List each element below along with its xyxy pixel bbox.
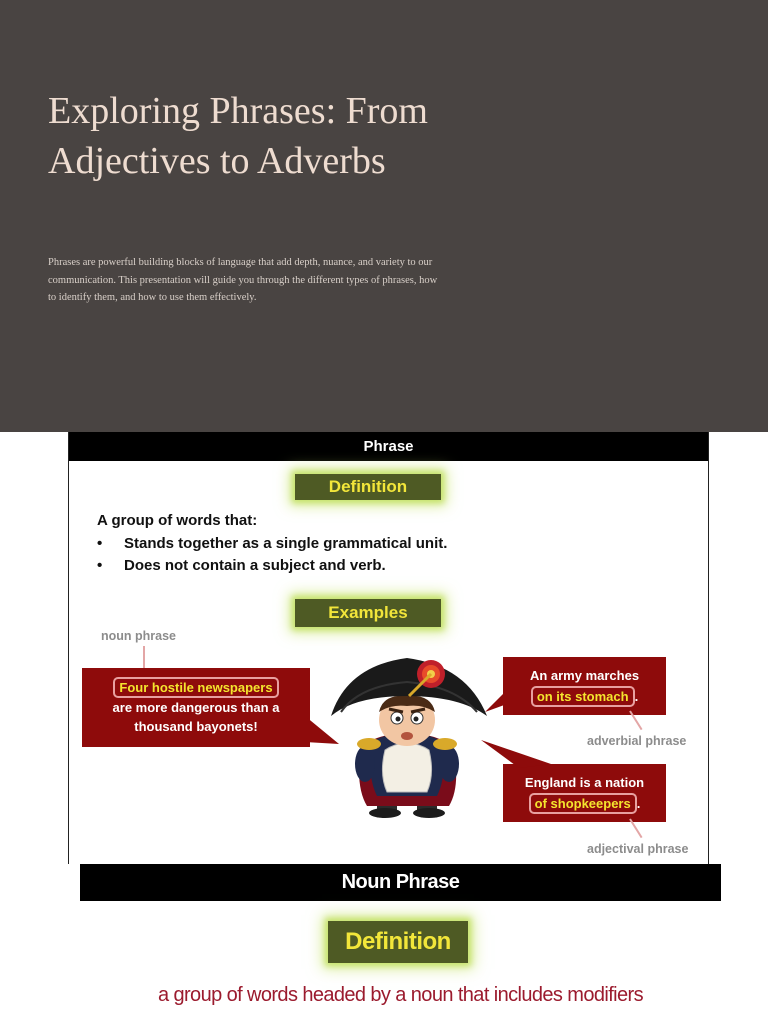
adverbial-callout xyxy=(503,657,666,715)
noun-example-line1: are more dangerous than a xyxy=(112,700,280,715)
title-slide xyxy=(0,0,768,432)
noun-phrase-callout xyxy=(82,668,310,747)
noun-phrase-highlight: Four hostile newspapers xyxy=(113,677,278,698)
noun-definition-text: a group of words headed by a noun that includes modifiers xyxy=(157,984,644,1006)
definition-lead: A group of words that: xyxy=(97,512,258,529)
examples-label: Examples xyxy=(295,599,441,627)
bullet-item xyxy=(97,555,447,577)
adjectival-phrase-tag: adjectival phrase xyxy=(587,842,689,856)
bullet-text: Does not contain a subject and verb. xyxy=(124,557,386,574)
noun-phrase-slide xyxy=(80,864,721,1024)
adverbial-highlight: on its stomach xyxy=(531,686,635,707)
bullet-icon: • xyxy=(97,535,103,552)
adjectival-line1: England is a nation xyxy=(524,775,645,790)
noun-phrase-tag: noun phrase xyxy=(101,629,177,643)
phrase-slide-header: Phrase xyxy=(69,432,708,461)
presentation-intro: Phrases are powerful building blocks of language that add depth, nuance, and variety to our communication. This presentation will guide you through the different types of phrases, how to identify them, and how to use them effectively. xyxy=(48,257,438,303)
presentation-title: Exploring Phrases: From Adjectives to Adverbs xyxy=(48,90,428,182)
napoleon-cartoon-icon xyxy=(331,646,491,818)
definition-bullets xyxy=(97,533,447,577)
adverbial-phrase-tag: adverbial phrase xyxy=(587,734,687,748)
adjectival-punct: . xyxy=(636,796,641,811)
adjectival-highlight: of shopkeepers xyxy=(529,793,637,814)
noun-slide-header: Noun Phrase xyxy=(80,864,721,901)
adjectival-callout-pointer xyxy=(481,740,551,770)
adjectival-callout xyxy=(503,764,666,822)
bullet-icon: • xyxy=(97,557,103,574)
noun-definition-label: Definition xyxy=(328,921,468,963)
bullet-text: Stands together as a single grammatical unit. xyxy=(124,535,448,552)
phrase-slide xyxy=(68,432,709,864)
noun-example-line2: thousand bayonets! xyxy=(134,719,258,734)
definition-label: Definition xyxy=(295,474,441,500)
adverbial-punct: . xyxy=(634,689,639,704)
bullet-item xyxy=(97,533,447,555)
adverbial-line1: An army marches xyxy=(529,668,640,683)
